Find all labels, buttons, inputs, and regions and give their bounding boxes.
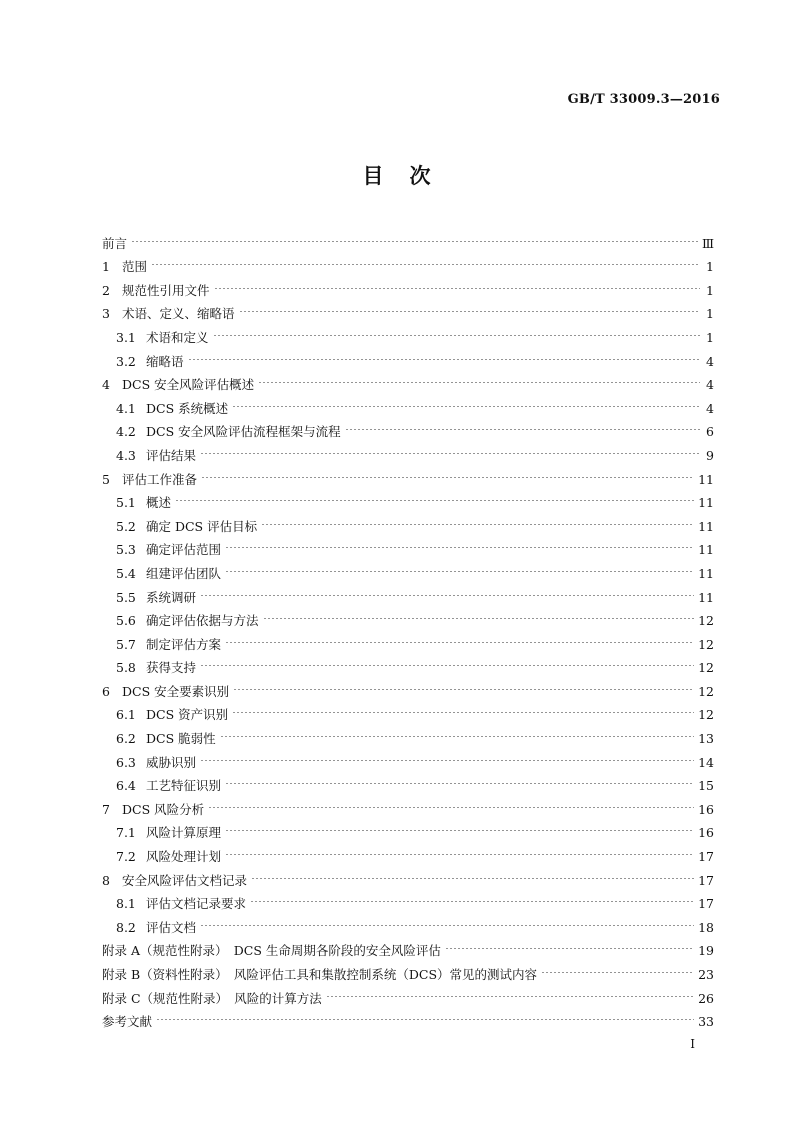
page-number: Ⅰ	[690, 1037, 695, 1051]
toc-entry-label: 确定评估依据与方法	[146, 613, 259, 629]
toc-entry-label: DCS 风险分析	[122, 801, 205, 817]
toc-entry-page: 17	[698, 872, 714, 888]
toc-entry-label: 缩略语	[146, 353, 184, 369]
dot-leader	[250, 885, 694, 909]
toc-entry-page: 9	[706, 447, 714, 463]
toc-entry-page: 4	[706, 400, 714, 416]
dot-leader	[200, 578, 694, 602]
dot-leader	[208, 790, 694, 814]
toc-entry-page: 16	[698, 801, 714, 817]
toc-entry-number: 5.3	[116, 542, 136, 558]
standard-code: GB/T 33009.3—2016	[567, 92, 720, 107]
dot-leader	[225, 625, 694, 649]
toc-entry-page: 14	[698, 754, 714, 770]
toc-entry-label: DCS 安全要素识别	[122, 683, 230, 699]
dot-leader	[232, 389, 700, 413]
dot-leader	[201, 460, 694, 484]
toc-entry-label: 概述	[146, 495, 172, 511]
toc-entry-page: 12	[698, 636, 714, 652]
toc-entry-label: 前言	[102, 235, 128, 251]
toc-entry-number: 5.6	[116, 613, 136, 629]
toc-entry-number: 6.3	[116, 754, 136, 770]
toc-entry-page: 1	[706, 306, 714, 322]
toc-entry-page: 26	[698, 990, 714, 1006]
toc-entry-page: 11	[698, 518, 714, 534]
toc-entry-label: DCS 脆弱性	[146, 731, 216, 747]
toc-entry-label: 获得支持	[146, 660, 197, 676]
dot-leader	[239, 295, 700, 319]
toc-entry-label: 评估文档记录要求	[146, 896, 247, 912]
dot-leader	[200, 908, 694, 932]
toc-entry-page: 23	[698, 967, 714, 982]
toc-entry-number: 8	[102, 872, 110, 888]
toc-entry[interactable]	[102, 507, 714, 534]
dot-leader	[445, 932, 694, 956]
toc-entry-number: 4.2	[116, 424, 136, 440]
dot-leader	[541, 955, 694, 979]
toc-entry-label: 规范性引用文件	[122, 282, 210, 298]
toc-entry-label: 安全风险评估文档记录	[122, 872, 248, 888]
toc-entry-label: 确定 DCS 评估目标	[146, 518, 258, 534]
toc-entry-label: 工艺特征识别	[146, 778, 222, 794]
toc-entry-number: 4	[102, 377, 110, 393]
toc-entry-number: 8.2	[116, 919, 136, 935]
toc-entry[interactable]	[102, 271, 714, 298]
toc-entry[interactable]	[102, 484, 714, 511]
dot-leader	[326, 979, 694, 1003]
toc-entry-number: 5	[102, 471, 110, 487]
dot-leader	[232, 696, 694, 720]
toc-entry-page: 18	[698, 919, 714, 935]
dot-leader	[188, 342, 700, 366]
toc-entry-page: 1	[706, 282, 714, 298]
toc-entry-number: 5.8	[116, 660, 136, 676]
toc-entry[interactable]	[102, 342, 714, 369]
dot-leader	[213, 318, 700, 342]
toc-entry-label: 评估结果	[146, 447, 197, 463]
toc-entry-number: 7.2	[116, 849, 136, 865]
toc-entry-label: 威胁识别	[146, 754, 197, 770]
toc-entry-number: 5.5	[116, 589, 136, 605]
dot-leader	[200, 743, 694, 767]
toc-entry-label: 术语和定义	[146, 329, 209, 345]
toc-entry-page: 11	[698, 565, 714, 581]
toc-entry-page: 15	[698, 778, 714, 794]
toc-entry-page: 33	[698, 1014, 714, 1030]
toc-entry-label: 风险计算原理	[146, 825, 222, 841]
toc-entry-page: 11	[698, 589, 714, 605]
toc-entry-number: 5.2	[116, 518, 136, 534]
dot-leader	[345, 413, 700, 437]
toc-entry-page: 17	[698, 896, 714, 912]
toc-entry-page: 11	[698, 471, 714, 487]
toc-entry-number: 6.2	[116, 731, 136, 747]
toc-entry-number: 4.3	[116, 447, 136, 463]
toc-entry-label: 附录 C（规范性附录） 风险的计算方法	[102, 990, 322, 1006]
toc-entry-label: 附录 B（资料性附录） 风险评估工具和集散控制系统（DCS）常见的测试内容	[102, 967, 538, 982]
toc-entry-page: 19	[698, 943, 714, 959]
dot-leader	[156, 1003, 694, 1027]
dot-leader	[220, 719, 694, 743]
toc-entry-label: 系统调研	[146, 589, 197, 605]
toc-entry-label: 制定评估方案	[146, 636, 222, 652]
toc-entry-label: DCS 资产识别	[146, 707, 229, 723]
table-of-contents	[102, 224, 714, 1030]
toc-entry-label: 参考文献	[102, 1014, 153, 1030]
toc-entry-page: 4	[706, 377, 714, 393]
toc-entry-page: 6	[706, 424, 714, 440]
toc-entry-number: 7.1	[116, 825, 136, 841]
toc-entry-page: Ⅲ	[701, 235, 714, 251]
toc-entry-number: 8.1	[116, 896, 136, 912]
toc-entry-page: 16	[698, 825, 714, 841]
toc-entry-label: 风险处理计划	[146, 849, 222, 865]
dot-leader	[200, 436, 700, 460]
dot-leader	[175, 484, 694, 508]
toc-entry-page: 1	[706, 259, 714, 275]
dot-leader	[258, 366, 700, 390]
toc-entry-page: 11	[698, 542, 714, 558]
toc-entry-number: 7	[102, 801, 110, 817]
toc-entry-page: 13	[698, 731, 714, 747]
toc-entry-page: 1	[706, 329, 714, 345]
dot-leader	[233, 672, 694, 696]
toc-entry-page: 12	[698, 683, 714, 699]
toc-entry-number: 5.1	[116, 495, 136, 511]
dot-leader	[225, 814, 694, 838]
toc-entry-label: 评估工作准备	[122, 471, 198, 487]
toc-entry-number: 5.7	[116, 636, 136, 652]
dot-leader	[225, 554, 694, 578]
dot-leader	[225, 531, 694, 555]
toc-entry-label: 附录 A（规范性附录） DCS 生命周期各阶段的安全风险评估	[102, 943, 441, 959]
toc-entry-number: 6.1	[116, 707, 136, 723]
dot-leader	[214, 271, 700, 295]
toc-entry-number: 3.2	[116, 353, 136, 369]
dot-leader	[261, 507, 694, 531]
toc-entry-label: DCS 安全风险评估概述	[122, 377, 255, 393]
toc-entry-number: 1	[102, 259, 110, 275]
toc-entry-page: 17	[698, 849, 714, 865]
toc-entry-label: 评估文档	[146, 919, 197, 935]
dot-leader	[131, 224, 698, 248]
toc-entry-label: 组建评估团队	[146, 565, 222, 581]
dot-leader	[251, 861, 694, 885]
toc-entry-label: DCS 系统概述	[146, 400, 229, 416]
dot-leader	[263, 602, 695, 626]
toc-entry-label: 确定评估范围	[146, 542, 222, 558]
toc-entry-label: 术语、定义、缩略语	[122, 306, 235, 322]
toc-entry[interactable]	[102, 1003, 714, 1030]
toc-entry-page: 4	[706, 353, 714, 369]
toc-entry-number: 2	[102, 282, 110, 298]
dot-leader	[225, 767, 694, 791]
toc-entry-number: 6	[102, 683, 110, 699]
toc-entry-page: 12	[698, 660, 714, 676]
toc-entry-number: 5.4	[116, 565, 136, 581]
toc-entry-number: 3	[102, 306, 110, 322]
toc-entry-label: 范围	[122, 259, 148, 275]
toc-entry[interactable]	[102, 248, 714, 275]
toc-entry[interactable]	[102, 366, 714, 393]
toc-entry-number: 4.1	[116, 400, 136, 416]
dot-leader	[200, 649, 694, 673]
page-title: 目次	[362, 163, 457, 188]
toc-entry-label: DCS 安全风险评估流程框架与流程	[146, 424, 341, 440]
toc-entry-number: 6.4	[116, 778, 136, 794]
toc-entry-number: 3.1	[116, 329, 136, 345]
toc-entry-page: 11	[698, 495, 714, 511]
toc-entry[interactable]	[102, 224, 714, 251]
dot-leader	[151, 248, 700, 272]
toc-entry-page: 12	[698, 707, 714, 723]
toc-entry-page: 12	[698, 613, 714, 629]
dot-leader	[225, 837, 694, 861]
